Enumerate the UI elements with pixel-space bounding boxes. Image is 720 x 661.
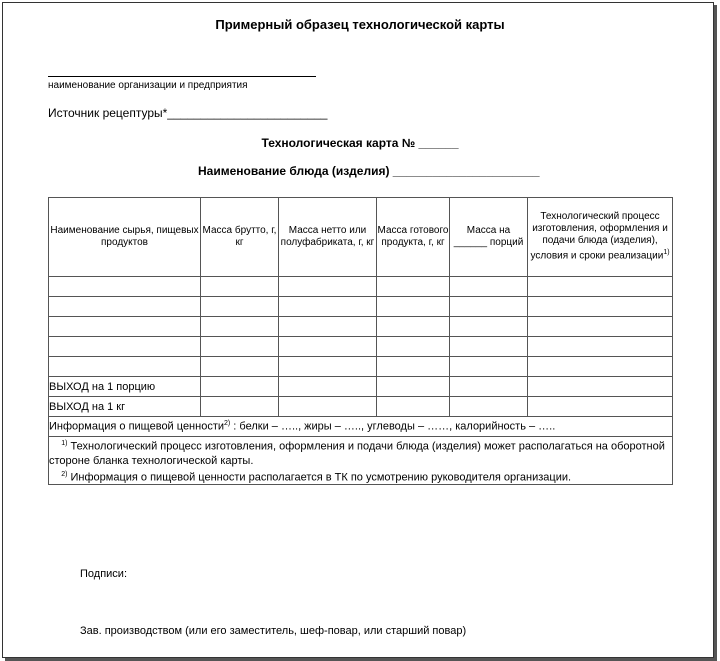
header-raw-materials: Наименование сырья, пищевых продуктов	[49, 198, 201, 277]
signatures-label: Подписи:	[80, 568, 128, 580]
recipe-source-field: Источник рецептуры*________________________	[48, 106, 328, 120]
page-title: Примерный образец технологической карты	[215, 17, 505, 32]
notes-row	[49, 437, 673, 485]
organization-caption: наименование организации и предприятия	[48, 80, 248, 91]
production-chief-label: Зав. производством (или его заместитель, шеф-повар, или старший повар)	[80, 625, 467, 637]
header-tech-process: Технологический процесс изготовления, оформления и подачи блюда (изделия), условия и сроки реализации$^{1)}$	[528, 198, 673, 277]
header-gross-mass: Масса брутто, г, кг	[201, 198, 279, 277]
table-row	[49, 357, 673, 377]
table-row	[49, 337, 673, 357]
nutrition-row	[49, 417, 673, 437]
yield-portion-row	[49, 377, 673, 397]
header-net-mass: Масса нетто или полуфабриката, г, кг	[279, 198, 377, 277]
footnote-1: $^{1)}$ Технологический процесс изготовления, оформления и подачи блюда (изделия) может располагаться на оборотной стороне бланка технологической карты.	[49, 440, 665, 467]
table-row	[49, 277, 673, 297]
footnotes	[49, 437, 673, 485]
technology-card-table	[48, 197, 673, 485]
yield-portion-label: ВЫХОД на 1 порцию	[49, 377, 201, 397]
header-finished-mass: Масса готового продукта, г, кг	[377, 198, 450, 277]
header-portions-mass: Масса на ______ порций	[450, 198, 528, 277]
table-header-row	[49, 198, 673, 277]
dish-name-heading: Наименование блюда (изделия) ______________________	[198, 164, 540, 178]
yield-kg-row	[49, 397, 673, 417]
card-number-heading: Технологическая карта № ______	[261, 136, 459, 150]
table-row	[49, 317, 673, 337]
footnote-2: $^{2)}$ Информация о пищевой ценности располагается в ТК по усмотрению руководителя организации.	[61, 470, 572, 484]
yield-kg-label: ВЫХОД на 1 кг	[49, 397, 201, 417]
organization-line	[48, 76, 316, 77]
table-row	[49, 297, 673, 317]
nutrition-info: Информация о пищевой ценности$^{2)}$ : белки – ….., жиры – ….., углеводы – ……, калорийность – …..	[49, 417, 673, 437]
